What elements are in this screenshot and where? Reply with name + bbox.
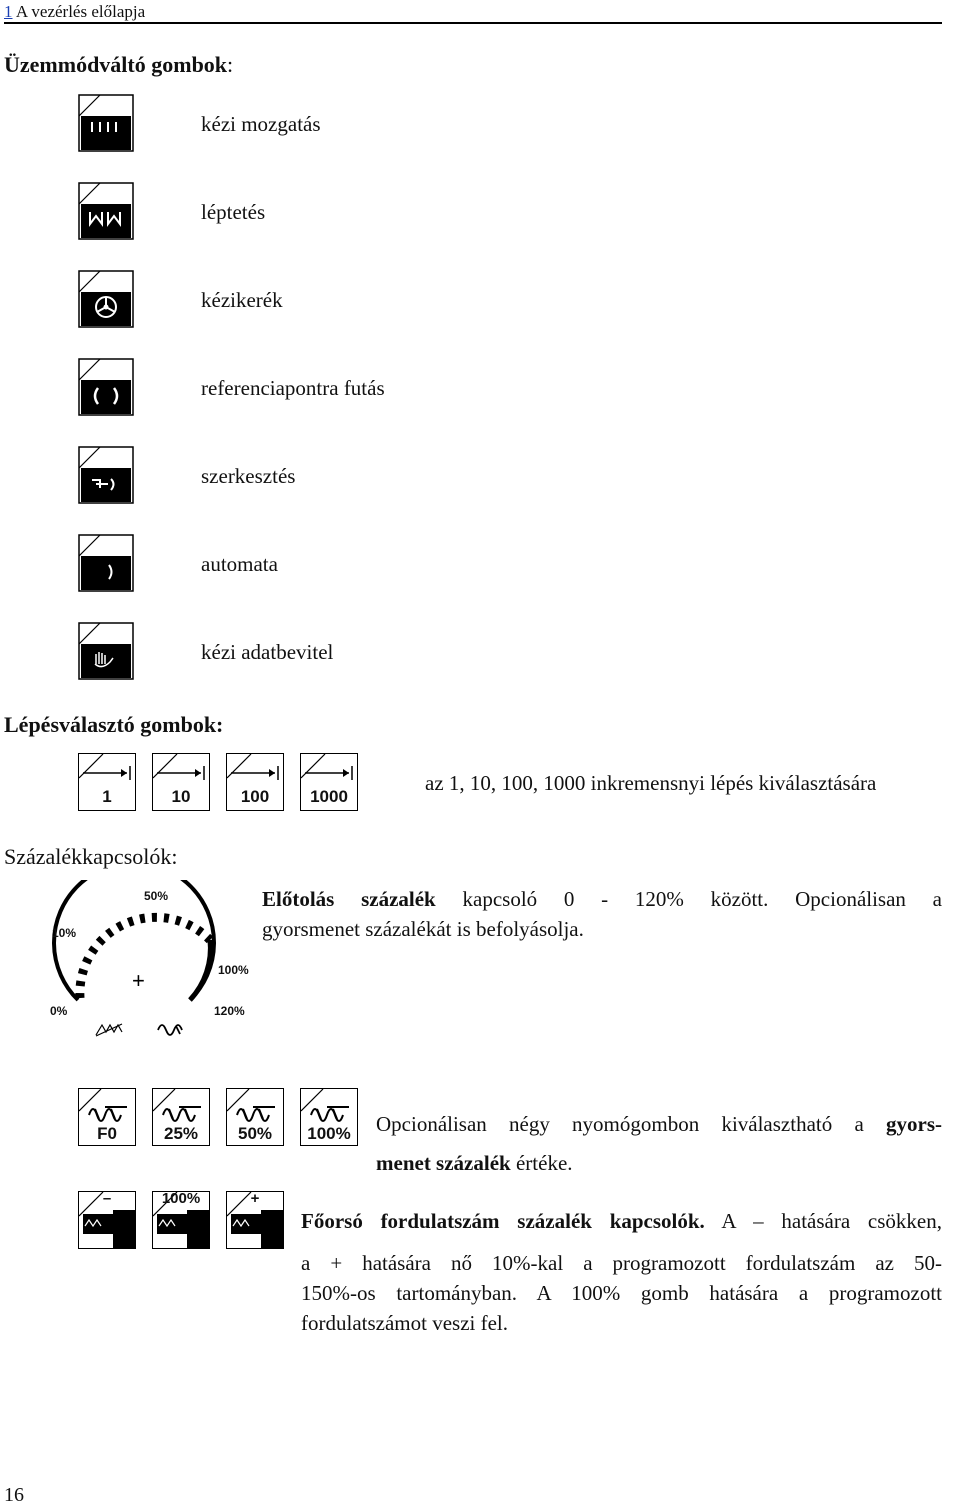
spindle-line-2: a + hatására nő 10%-kal a programozott fordulatszám az 50- — [301, 1251, 942, 1275]
rapid-f0-label: F0 — [97, 1124, 117, 1143]
mode-label-incremental: léptetés — [201, 200, 266, 224]
rapid-icon — [227, 1089, 283, 1129]
mode-label-auto: automata — [201, 552, 278, 576]
spindle-description — [301, 1206, 942, 1338]
jog-mode-button[interactable] — [78, 94, 134, 152]
step-100-label: 100 — [240, 787, 270, 806]
spindle-increase-button[interactable] — [226, 1191, 284, 1249]
dial-label-0: 0% — [50, 1004, 68, 1018]
dial-label-10: 10% — [52, 926, 77, 940]
rapid-100-label: 100% — [307, 1124, 351, 1143]
mode-label-reference: referenciapontra futás — [201, 376, 385, 400]
spindle-line-1: Főorsó fordulatszám százalék kapcsolók. A – hatására csökken, — [301, 1209, 942, 1233]
mode-label-handwheel: kézikerék — [201, 288, 283, 312]
mode-label-mdi: kézi adatbevitel — [201, 640, 334, 664]
mode-label-jog: kézi mozgatás — [201, 112, 321, 136]
rapid-line-2: menet százalék értéke. — [376, 1151, 573, 1175]
edit-mode-button[interactable] — [78, 446, 134, 504]
modes-heading: Üzemmódváltó gombok: — [4, 52, 234, 77]
rapid-25-label: 25% — [163, 1124, 199, 1143]
jog-icon — [78, 94, 134, 152]
rapid-50-label: 50% — [237, 1124, 273, 1143]
spindle-100-label: 100% — [161, 1190, 201, 1207]
step-1-label: 1 — [102, 787, 112, 806]
incremental-mode-button[interactable] — [78, 182, 134, 240]
percent-heading: Százalékkapcsolók: — [4, 844, 178, 869]
spindle-line-3: 150%-os tartományban. A 100% gomb hatására a programozott — [301, 1281, 942, 1305]
feed-line-2: gyorsmenet százalékát is befolyásolja. — [262, 917, 584, 941]
rapid-icon — [153, 1089, 209, 1129]
edit-icon — [78, 446, 134, 504]
step-10-button[interactable] — [152, 753, 210, 811]
step-1000-label: 1000 — [310, 787, 348, 806]
step-100-button[interactable] — [226, 753, 284, 811]
reference-point-icon — [78, 358, 134, 416]
rapid-f0-button[interactable] — [78, 1088, 136, 1146]
rapid-25-button[interactable] — [152, 1088, 210, 1146]
rapid-description — [376, 1102, 942, 1146]
steps-heading: Lépésválasztó gombok: — [4, 712, 224, 737]
running-header — [4, 2, 942, 24]
spindle-increase-label: + — [250, 1190, 260, 1207]
rapid-icon — [301, 1089, 357, 1129]
dial-plus: + — [132, 968, 145, 993]
spindle-line-4: fordulatszámot veszi fel. — [301, 1311, 509, 1335]
handwheel-icon — [78, 270, 134, 328]
spindle-decrease-button[interactable] — [78, 1191, 136, 1249]
chapter-title: A vezérlés előlapja — [15, 2, 146, 21]
rapid-100-button[interactable] — [300, 1088, 358, 1146]
dial-label-120: 120% — [214, 1004, 245, 1018]
spindle-decrease-label: – — [102, 1190, 112, 1207]
feed-override-dial[interactable] — [40, 880, 270, 1050]
auto-icon — [78, 534, 134, 592]
mdi-hand-icon — [78, 622, 134, 680]
feed-description — [262, 884, 942, 944]
handwheel-mode-button[interactable] — [78, 270, 134, 328]
dial-label-100: 100% — [218, 963, 249, 977]
auto-mode-button[interactable] — [78, 534, 134, 592]
rapid-icon — [79, 1089, 135, 1129]
incremental-icon — [78, 182, 134, 240]
chapter-number-link[interactable]: 1 — [4, 2, 13, 21]
step-10-label: 10 — [171, 787, 191, 806]
reference-mode-button[interactable] — [78, 358, 134, 416]
dial-label-50: 50% — [144, 889, 169, 903]
step-1-button[interactable] — [78, 753, 136, 811]
rapid-50-button[interactable] — [226, 1088, 284, 1146]
step-1000-button[interactable] — [300, 753, 358, 811]
mdi-mode-button[interactable] — [78, 622, 134, 680]
step-description: az 1, 10, 100, 1000 inkremensnyi lépés kiválasztására — [425, 771, 877, 795]
spindle-100-button[interactable] — [152, 1191, 210, 1249]
rapid-line-1: Opcionálisan négy nyomógombon kiválasztható a gyors- — [376, 1112, 942, 1136]
feed-line-1: Előtolás százalék kapcsoló 0 - 120% között. Opcionálisan a — [262, 887, 942, 911]
mode-label-edit: szerkesztés — [201, 464, 296, 488]
page-number: 16 — [4, 1484, 24, 1506]
